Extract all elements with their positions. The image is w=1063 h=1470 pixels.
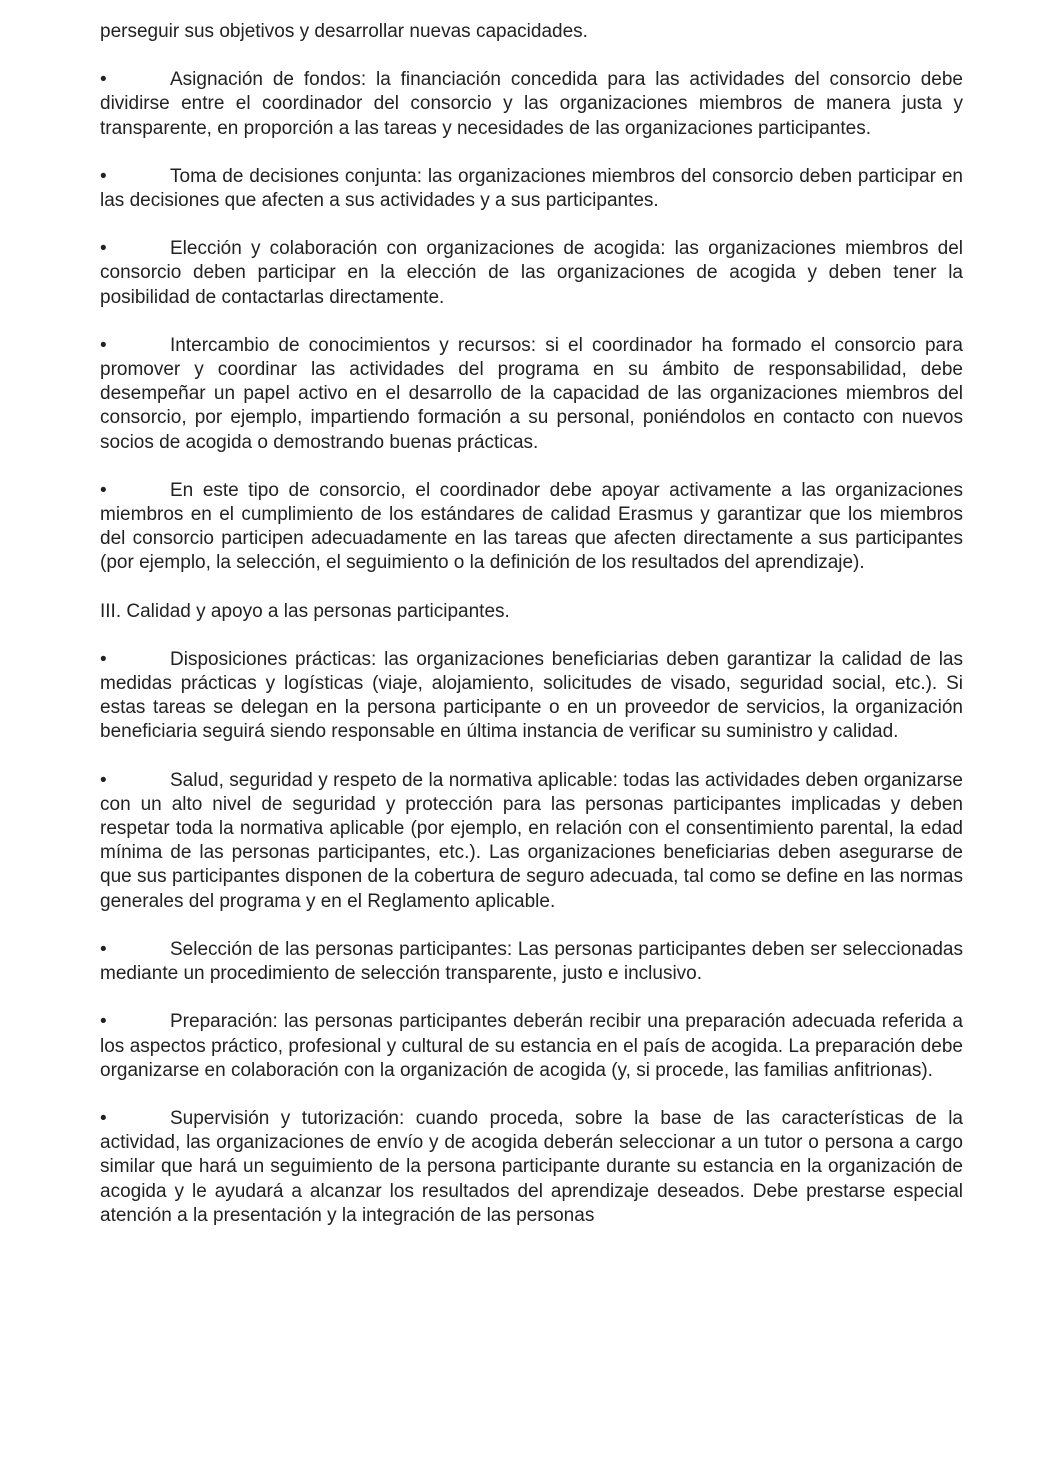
list-item-salud-seguridad: • Salud, seguridad y respeto de la normativa aplicable: todas las actividades deben organizarse con un alto nivel de seguridad y protección para las personas participantes implicadas y deben respetar toda la normativa aplicable (por ejemplo, en relación con el consentimiento parental, la edad mínima de las personas participantes, etc.). Las organizaciones beneficiarias deben asegurarse de que sus participantes disponen de la cobertura de seguro adecuada, tal como se define en las normas generales del programa y en el Reglamento aplicable.	[100, 769, 963, 912]
bullet-icon: •	[100, 648, 107, 670]
bullet-icon: •	[100, 1107, 107, 1129]
bullet-icon: •	[100, 334, 107, 356]
list-item-tipo-consorcio: • En este tipo de consorcio, el coordinador debe apoyar activamente a las organizaciones miembros en el cumplimiento de los estándares de calidad Erasmus y garantizar que los miembros del consorcio participen adecuadamente en las tareas que afecten directamente a sus participantes (por ejemplo, la selección, el seguimiento o la definición de los resultados del aprendizaje).	[100, 479, 963, 574]
list-item-preparacion: • Preparación: las personas participantes deberán recibir una preparación adecuada referida a los aspectos práctico, profesional y cultural de su estancia en el país de acogida. La preparación debe organizarse en colaboración con la organización de acogida (y, si procede, las familias anfitrionas).	[100, 1011, 963, 1081]
list-item-supervision-tutorizacion: • Supervisión y tutorización: cuando proceda, sobre la base de las características de la actividad, las organizaciones de envío y de acogida deberán seleccionar a un tutor o persona a cargo similar que hará un seguimiento de la persona participante durante su estancia en la organización de acogida y le ayudará a alcanzar los resultados del aprendizaje deseados. Debe prestarse especial atención a la presentación y la integración de las personas	[100, 1107, 963, 1226]
bullet-icon: •	[100, 69, 107, 91]
bullet-icon: •	[100, 238, 107, 260]
list-item-disposiciones-practicas: • Disposiciones prácticas: las organizaciones beneficiarias deben garantizar la calidad de las medidas prácticas y logísticas (viaje, alojamiento, solicitudes de visado, seguridad social, etc.). Si estas tareas se delegan en la persona participante o en un proveedor de servicios, la organización beneficiaria seguirá siendo responsable en última instancia de verificar su suministro y calidad.	[100, 648, 963, 743]
bullet-icon: •	[100, 769, 107, 791]
bullet-icon: •	[100, 165, 107, 187]
bullet-icon: •	[100, 938, 107, 960]
paragraph-intro: perseguir sus objetivos y desarrollar nuevas capacidades.	[100, 21, 588, 42]
bullet-icon: •	[100, 1011, 107, 1033]
list-item-asignacion-fondos: • Asignación de fondos: la financiación concedida para las actividades del consorcio debe dividirse entre el coordinador del consorcio y las organizaciones miembros de manera justa y transparente, en proporción a las tareas y necesidades de las organizaciones participantes.	[100, 69, 963, 139]
bullet-icon: •	[100, 479, 107, 501]
list-item-seleccion-participantes: • Selección de las personas participantes: Las personas participantes deben ser seleccionadas mediante un procedimiento de selección transparente, justo e inclusivo.	[100, 938, 963, 985]
list-item-toma-decisiones: • Toma de decisiones conjunta: las organizaciones miembros del consorcio deben participar en las decisiones que afecten a sus actividades y a sus participantes.	[100, 165, 963, 212]
section-heading: III. Calidad y apoyo a las personas participantes.	[100, 600, 510, 622]
list-item-intercambio-conocimientos: • Intercambio de conocimientos y recursos: si el coordinador ha formado el consorcio para promover y coordinar las actividades del programa en su ámbito de responsabilidad, debe desempeñar un papel activo en el desarrollo de la capacidad de las organizaciones miembros del consorcio, por ejemplo, impartiendo formación a su personal, poniéndolos en contacto con nuevos socios de acogida o demostrando buenas prácticas.	[100, 334, 963, 453]
list-item-eleccion-colaboracion: • Elección y colaboración con organizaciones de acogida: las organizaciones miembros del consorcio deben participar en la elección de las organizaciones de acogida y deben tener la posibilidad de contactarlas directamente.	[100, 238, 963, 308]
document-page	[100, 20, 963, 1252]
